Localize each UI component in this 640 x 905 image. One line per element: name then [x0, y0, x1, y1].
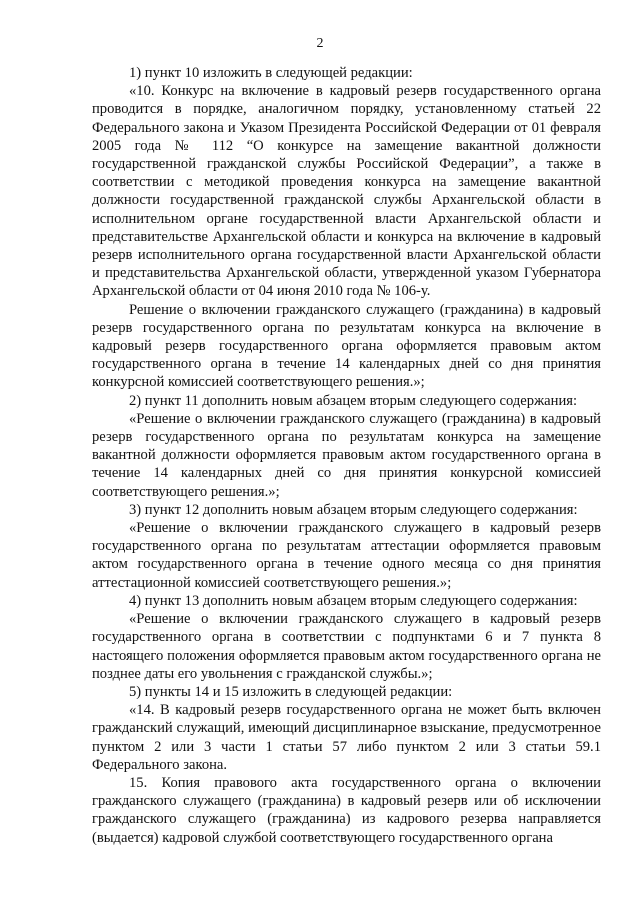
paragraph-point-10-decision: Решение о включении гражданского служащего (гражданина) в кадровый резерв государственного органа по результатам конкурса на включение в кадровый резерв государственного органа оформляется правовым актом государственного органа в течение 14 календарных дней со дня принятия конкурсной комиссией соответствующего решения.»;: [92, 301, 601, 391]
paragraph-point-10-text: «10. Конкурс на включение в кадровый резерв государственного органа проводится в порядке, аналогичном порядку, установленному статьей 22 Федерального закона и Указом Президента Российской Федерации от 01 февраля 2005 года № 112 “О конкурсе на замещение вакантной должности государственной гражданской службы Российской Федерации”, а также в соответствии с методикой проведения конкурса на замещение вакантной должности государственной гражданской службы Архангельской области в исполнительном органе государственной власти Архангельской области и представительстве Архангельской области и конкурса на включение в кадровый резерв исполнительного органа государственной власти Архангельской области и представительства Архангельской области, утвержденной указом Губернатора Архангельской области от 04 июня 2010 года № 106-у.: [92, 83, 601, 300]
paragraph-item-5-intro: 5) пункты 14 и 15 изложить в следующей редакции:: [129, 683, 453, 700]
paragraph-point-12-addition: «Решение о включении гражданского служащего в кадровый резерв государственного органа по результатам аттестации оформляется правовым актом государственного органа в течение одного месяца со дня принятия аттестационной комиссией соответствующего решения.»;: [92, 520, 601, 591]
paragraph-item-1-intro: 1) пункт 10 изложить в следующей редакции:: [129, 65, 413, 81]
page-number: 2: [316, 36, 324, 51]
paragraph-point-14-text: «14. В кадровый резерв государственного органа не может быть включен гражданский служащий, имеющий дисциплинарное взыскание, предусмотренное пунктом 2 или 3 части 1 статьи 57 либо пунктом 2 или 3 статьи 59.1 Федерального закона.: [92, 702, 601, 773]
paragraph-item-4-intro: 4) пункт 13 дополнить новым абзацем вторым следующего содержания:: [129, 592, 578, 609]
paragraph-item-3-intro: 3) пункт 12 дополнить новым абзацем вторым следующего содержания:: [129, 501, 578, 518]
paragraph-point-15-text: 15. Копия правового акта государственного органа о включении гражданского служащего (гражданина) в кадровый резерв или об исключении гражданского служащего (гражданина) из кадрового резерва направляется (выдается) кадровой службой соответствующего государственного органа: [92, 774, 601, 846]
paragraph-item-2-intro: 2) пункт 11 дополнить новым абзацем вторым следующего содержания:: [129, 392, 578, 409]
paragraph-point-13-addition: «Решение о включении гражданского служащего в кадровый резерв государственного органа в соответствии с подпунктами 6 и 7 пункта 8 настоящего положения оформляется правовым актом государственного органа не позднее даты его увольнения с гражданской службы.»;: [92, 611, 601, 682]
document-body: [92, 64, 601, 847]
paragraph-point-11-addition: «Решение о включении гражданского служащего (гражданина) в кадровый резерв государственного органа по результатам конкурса на замещение вакантной должности оформляется правовым актом государственного органа в течение 14 календарных дней со дня принятия конкурсной комиссией соответствующего решения.»;: [92, 410, 601, 500]
